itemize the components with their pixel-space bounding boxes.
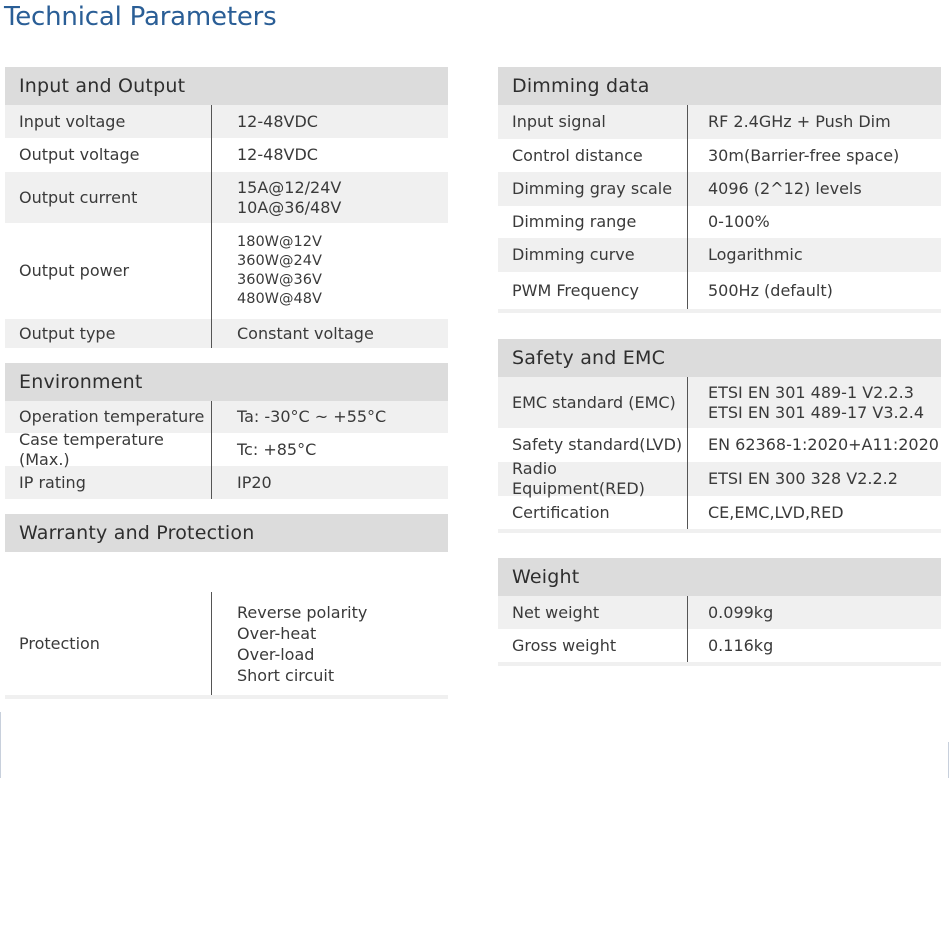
table-row <box>5 466 448 499</box>
row-label: IP rating <box>19 472 86 492</box>
row-label: PWM Frequency <box>512 280 640 300</box>
section-title: Dimming data <box>498 67 941 105</box>
section-weight <box>498 558 941 666</box>
section-title: Weight <box>498 558 941 596</box>
row-value: 15A@12/24V 10A@36/48V <box>237 177 342 217</box>
edge-line <box>948 742 949 778</box>
row-label: Dimming range <box>512 212 637 231</box>
table-row <box>498 139 941 172</box>
table-row <box>498 238 941 272</box>
row-label: Certification <box>512 502 610 522</box>
row-value: 12-48VDC <box>237 145 318 164</box>
table-row <box>5 401 448 433</box>
row-label: Safety standard(LVD) <box>512 435 683 454</box>
table-row <box>498 459 941 498</box>
left-column <box>5 67 448 714</box>
table-row <box>5 429 448 469</box>
table-row <box>5 138 448 172</box>
row-label: Control distance <box>512 145 643 165</box>
row-value: 0.116kg <box>708 635 774 655</box>
row-label: Dimming gray scale <box>512 179 673 198</box>
row-value: 500Hz (default) <box>708 280 833 300</box>
row-label: EMC standard (EMC) <box>512 392 676 412</box>
row-value: 0.099kg <box>708 602 774 622</box>
section-input-output <box>5 67 448 348</box>
table-row <box>498 377 941 428</box>
table-row <box>5 172 448 223</box>
table-row <box>498 496 941 529</box>
table-row <box>5 592 448 695</box>
row-label: Operation temperature <box>19 407 205 426</box>
row-value: ETSI EN 301 489-1 V2.2.3 ETSI EN 301 489-17 V3.2.4 <box>708 382 925 422</box>
row-label: Output type <box>19 323 116 343</box>
row-label: Net weight <box>512 602 600 622</box>
row-label: Output power <box>19 261 130 280</box>
row-value: Constant voltage <box>237 323 374 343</box>
row-label: Input signal <box>512 112 606 131</box>
spacer <box>5 552 448 592</box>
section-warranty <box>5 514 448 699</box>
table-row <box>498 596 941 629</box>
row-label: Protection <box>19 633 100 653</box>
row-value: IP20 <box>237 472 272 492</box>
table-footer-bar <box>498 662 941 666</box>
table-footer-bar <box>5 695 448 699</box>
row-value: 180W@12V 360W@24V 360W@36V 480W@48V <box>237 234 322 307</box>
section-title: Environment <box>5 363 448 401</box>
row-value: EN 62368-1:2020+A11:2020 <box>708 435 939 454</box>
row-value: 12-48VDC <box>237 111 318 131</box>
row-label: Output current <box>19 187 138 207</box>
row-label: Input voltage <box>19 111 126 131</box>
edge-line <box>0 712 1 778</box>
row-value: 0-100% <box>708 212 770 231</box>
section-environment <box>5 363 448 499</box>
row-value: 4096 (2^12) levels <box>708 179 862 198</box>
section-title: Safety and EMC <box>498 339 941 377</box>
row-value: 30m(Barrier-free space) <box>708 145 900 165</box>
right-column <box>498 67 941 681</box>
row-label: Dimming curve <box>512 245 635 264</box>
table-footer-bar <box>498 309 941 313</box>
section-dimming <box>498 67 941 313</box>
page-title: Technical Parameters <box>4 2 277 32</box>
table-row <box>5 223 448 319</box>
row-value: Logarithmic <box>708 245 803 264</box>
row-value: Tc: +85°C <box>237 439 317 459</box>
table-row <box>498 272 941 309</box>
row-value: ETSI EN 300 328 V2.2.2 <box>708 469 898 488</box>
table-row <box>498 172 941 206</box>
row-label: Radio Equipment(RED) <box>512 459 645 498</box>
row-label: Gross weight <box>512 635 617 655</box>
row-value: CE,EMC,LVD,RED <box>708 502 844 522</box>
table-footer-bar <box>498 529 941 533</box>
table-row <box>498 105 941 139</box>
row-value: RF 2.4GHz + Push Dim <box>708 112 891 131</box>
section-title: Warranty and Protection <box>5 514 448 552</box>
section-safety <box>498 339 941 533</box>
table-row <box>5 319 448 348</box>
table-row <box>498 428 941 462</box>
table-row <box>498 629 941 662</box>
row-value: Reverse polarity Over-heat Over-load Short circuit <box>237 602 368 685</box>
table-row <box>5 105 448 138</box>
table-row <box>498 206 941 238</box>
row-label: Output voltage <box>19 145 140 164</box>
row-value: Ta: -30°C ~ +55°C <box>237 407 387 426</box>
section-title: Input and Output <box>5 67 448 105</box>
row-label: Case temperature (Max.) <box>19 429 164 469</box>
